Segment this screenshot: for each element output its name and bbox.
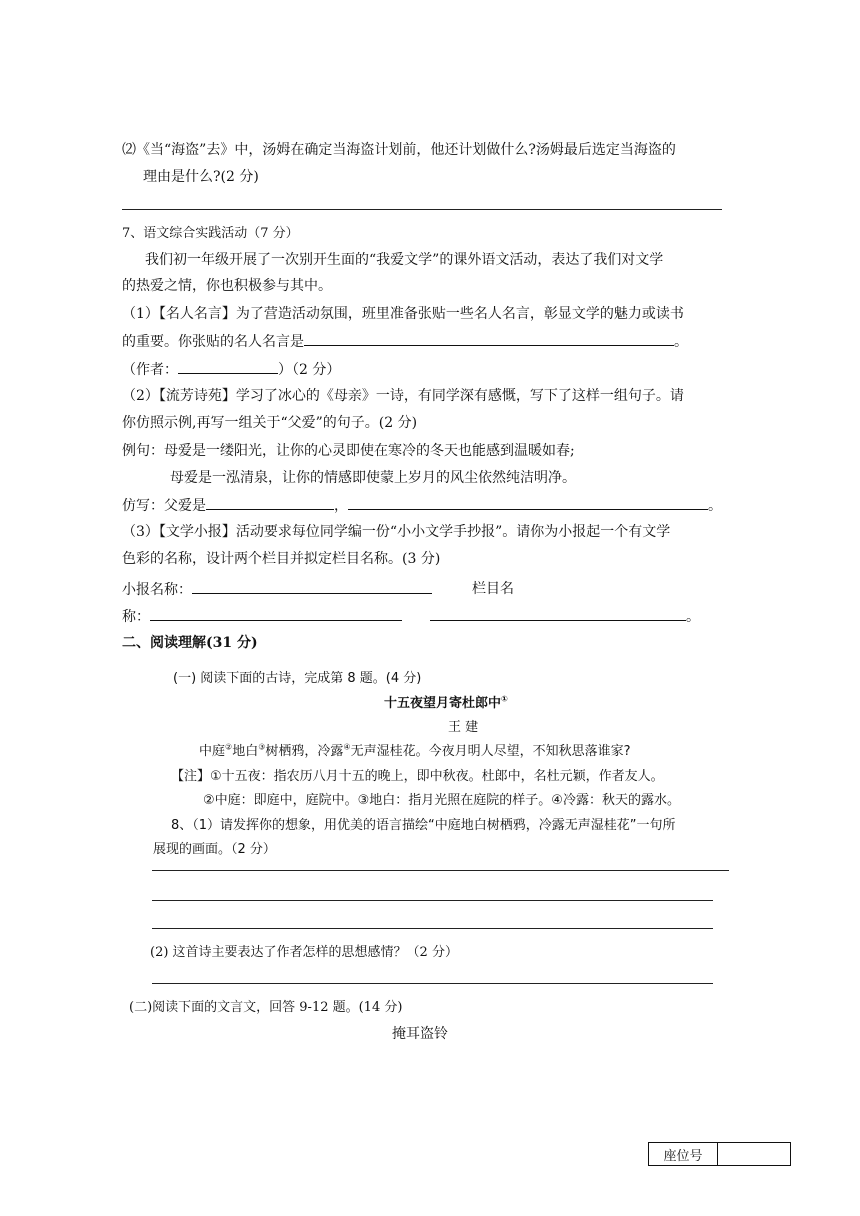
period: 。 <box>686 609 700 625</box>
q7-heading: 7、语文综合实践活动（7 分） <box>122 226 299 241</box>
poem-note-3: ③ <box>258 742 266 752</box>
column-label-1: 栏目名 <box>472 581 514 597</box>
imitate-blank-2[interactable] <box>348 494 708 510</box>
poem-note-line2: ②中庭：即庭中，庭院中。③地白：指月光照在庭院的样子。④冷露：秋天的露水。 <box>203 793 680 808</box>
q7-part1-line2 <box>122 330 688 351</box>
poem-note-line1: 【注】①十五夜：指农历八月十五的晚上，即中秋夜。杜郎中，名杜元颖，作者友人。 <box>171 769 664 784</box>
classical-title: 掩耳盗铃 <box>392 1026 448 1042</box>
q6-2-line2: 理由是什么?(2 分) <box>143 169 259 185</box>
author-close: ）（2 分） <box>278 362 341 378</box>
seat-number-label: 座位号 <box>649 1143 718 1165</box>
q7-part1-prompt: 的重要。你张贴的名人名言是 <box>122 334 304 350</box>
column-label-2: 称： <box>122 609 150 625</box>
poem-note-4: ④ <box>343 742 351 752</box>
poem-text-b: 地白 <box>232 744 259 759</box>
poem-author: 王 建 <box>448 720 479 735</box>
example-line1: 例句：母爱是一缕阳光，让你的心灵即使在寒冷的冬天也能感到温暖如春; <box>122 443 575 459</box>
q7-part2-line1: （2）【流芳诗苑】学习了冰心的《母亲》一诗，有同学深有感慨，写下了这样一组句子。请 <box>122 388 684 404</box>
classical-section-heading: (二)阅读下面的文言文，回答 9-12 题。(14 分) <box>129 1000 403 1015</box>
author-blank[interactable] <box>178 358 278 374</box>
newspaper-name-blank[interactable] <box>192 578 432 594</box>
newspaper-name-label: 小报名称： <box>122 582 192 598</box>
q8-1-line1: 8、（1）请发挥你的想象，用优美的语言描绘“中庭地白树栖鸦，冷露无声湿桂花”一句所 <box>171 818 676 833</box>
section-2-heading: 二、阅读理解(31 分) <box>122 635 258 651</box>
poem-title-text: 十五夜望月寄杜郎中 <box>384 696 502 711</box>
period: 。 <box>708 498 722 514</box>
answer-line <box>152 928 713 929</box>
q8-1-line2: 展现的画面。（2 分） <box>153 842 276 857</box>
poem-section-heading: (一) 阅读下面的古诗，完成第 8 题。(4 分) <box>173 671 422 686</box>
seat-number-field[interactable] <box>718 1143 790 1165</box>
poem-title <box>384 692 508 711</box>
quote-blank[interactable] <box>304 330 674 346</box>
imitate-blank-1[interactable] <box>206 494 334 510</box>
answer-line <box>152 983 713 984</box>
imitate-line <box>122 494 722 515</box>
period: 。 <box>674 334 688 350</box>
q6-2-line1: ⑵《当“海盗”去》中，汤姆在确定当海盗计划前，他还计划做什么?汤姆最后选定当海盗的 <box>122 142 676 158</box>
answer-line <box>122 209 722 210</box>
poem-note-2: ② <box>225 742 233 752</box>
answer-line <box>152 900 713 901</box>
example-line2: 母爱是一泓清泉，让你的情感即使蒙上岁月的风尘依然纯洁明净。 <box>170 470 576 486</box>
imitate-prefix: 仿写：父爱是 <box>122 498 206 514</box>
q8-2-question: (2) 这首诗主要表达了作者怎样的思想感情？（2 分） <box>150 945 458 960</box>
poem-text <box>199 740 630 759</box>
q7-author-line <box>122 358 340 379</box>
q7-part3-line1: （3）【文学小报】活动要求每位同学编一份“小小文学手抄报”。请你为小报起一个有文学 <box>122 524 671 540</box>
q7-intro-line2: 的热爱之情，你也积极参与其中。 <box>122 278 332 294</box>
author-open: （作者： <box>122 362 178 378</box>
answer-line <box>152 870 729 871</box>
comma: ， <box>334 498 348 514</box>
poem-text-a: 中庭 <box>199 744 226 759</box>
poem-text-d: 无声湿桂花。今夜月明人尽望，不知秋思落谁家? <box>350 744 631 759</box>
seat-number-box <box>648 1142 791 1166</box>
newspaper-name-line <box>122 578 432 599</box>
column-blank-2[interactable] <box>430 605 686 621</box>
column-line <box>122 605 700 626</box>
q7-part2-line2: 你仿照示例,再写一组关于“父爱”的句子。(2 分) <box>122 415 418 431</box>
poem-title-note: ① <box>501 694 508 704</box>
column-blank-1[interactable] <box>150 605 402 621</box>
q7-intro-line1: 我们初一年级开展了一次别开生面的“我爱文学”的课外语文活动，表达了我们对文学 <box>145 252 664 268</box>
poem-text-c: 树栖鸦，冷露 <box>265 744 344 759</box>
q7-part3-line2: 色彩的名称，设计两个栏目并拟定栏目名称。(3 分) <box>122 551 441 567</box>
q7-part1-line1: （1）【名人名言】为了营造活动氛围，班里准备张贴一些名人名言，彰显文学的魅力或读书 <box>122 306 684 322</box>
